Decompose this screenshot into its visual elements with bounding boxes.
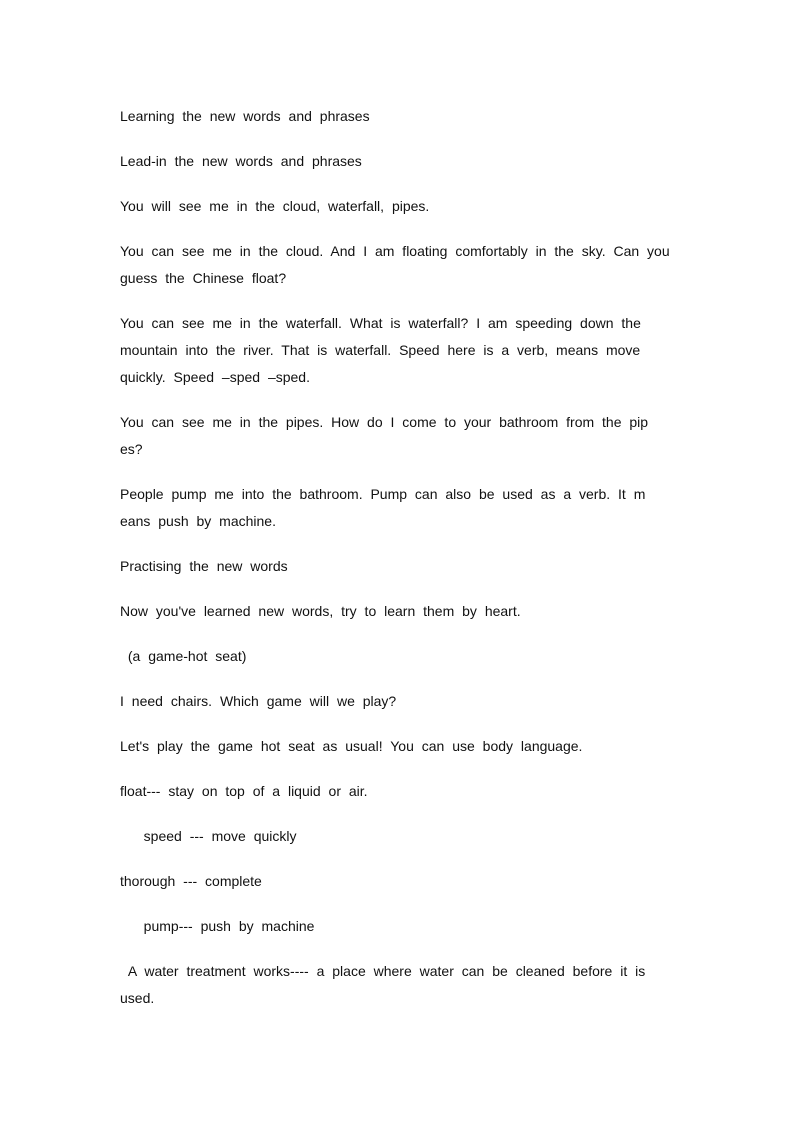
paragraph-cloud: You can see me in the cloud. And I am floating comfortably in the sky. Can you guess the Chinese float? [120,243,678,286]
heading-practising: Practising the new words [120,558,288,574]
definition-pump: pump--- push by machine [120,918,315,934]
document-body [120,103,678,1030]
heading-lead-in: Lead-in the new words and phrases [120,153,362,169]
definition-speed: speed --- move quickly [120,828,297,844]
paragraph-learn-by-heart: Now you've learned new words, try to learn them by heart. [120,603,521,619]
paragraph-pump: People pump me into the bathroom. Pump can also be used as a verb. It m eans push by machine. [120,486,654,529]
definition-water-treatment-works: A water treatment works---- a place where water can be cleaned before it is used. [120,963,654,1006]
paragraph-pipes: You can see me in the pipes. How do I come to your bathroom from the pip es? [120,414,656,457]
definition-thorough: thorough --- complete [120,873,262,889]
paragraph-waterfall: You can see me in the waterfall. What is waterfall? I am speeding down the mountain into the river. That is waterfall. Speed here is a verb, means move quickly. Speed –sped –sped. [120,315,649,385]
definition-float: float--- stay on top of a liquid or air. [120,783,368,799]
heading-learning-new-words: Learning the new words and phrases [120,108,370,124]
paragraph-lets-play: Let's play the game hot seat as usual! You can use body language. [120,738,583,754]
paragraph-need-chairs: I need chairs. Which game will we play? [120,693,397,709]
paragraph-intro-riddle: You will see me in the cloud, waterfall, pipes. [120,198,430,214]
paragraph-game-hot-seat: (a game-hot seat) [120,648,247,664]
